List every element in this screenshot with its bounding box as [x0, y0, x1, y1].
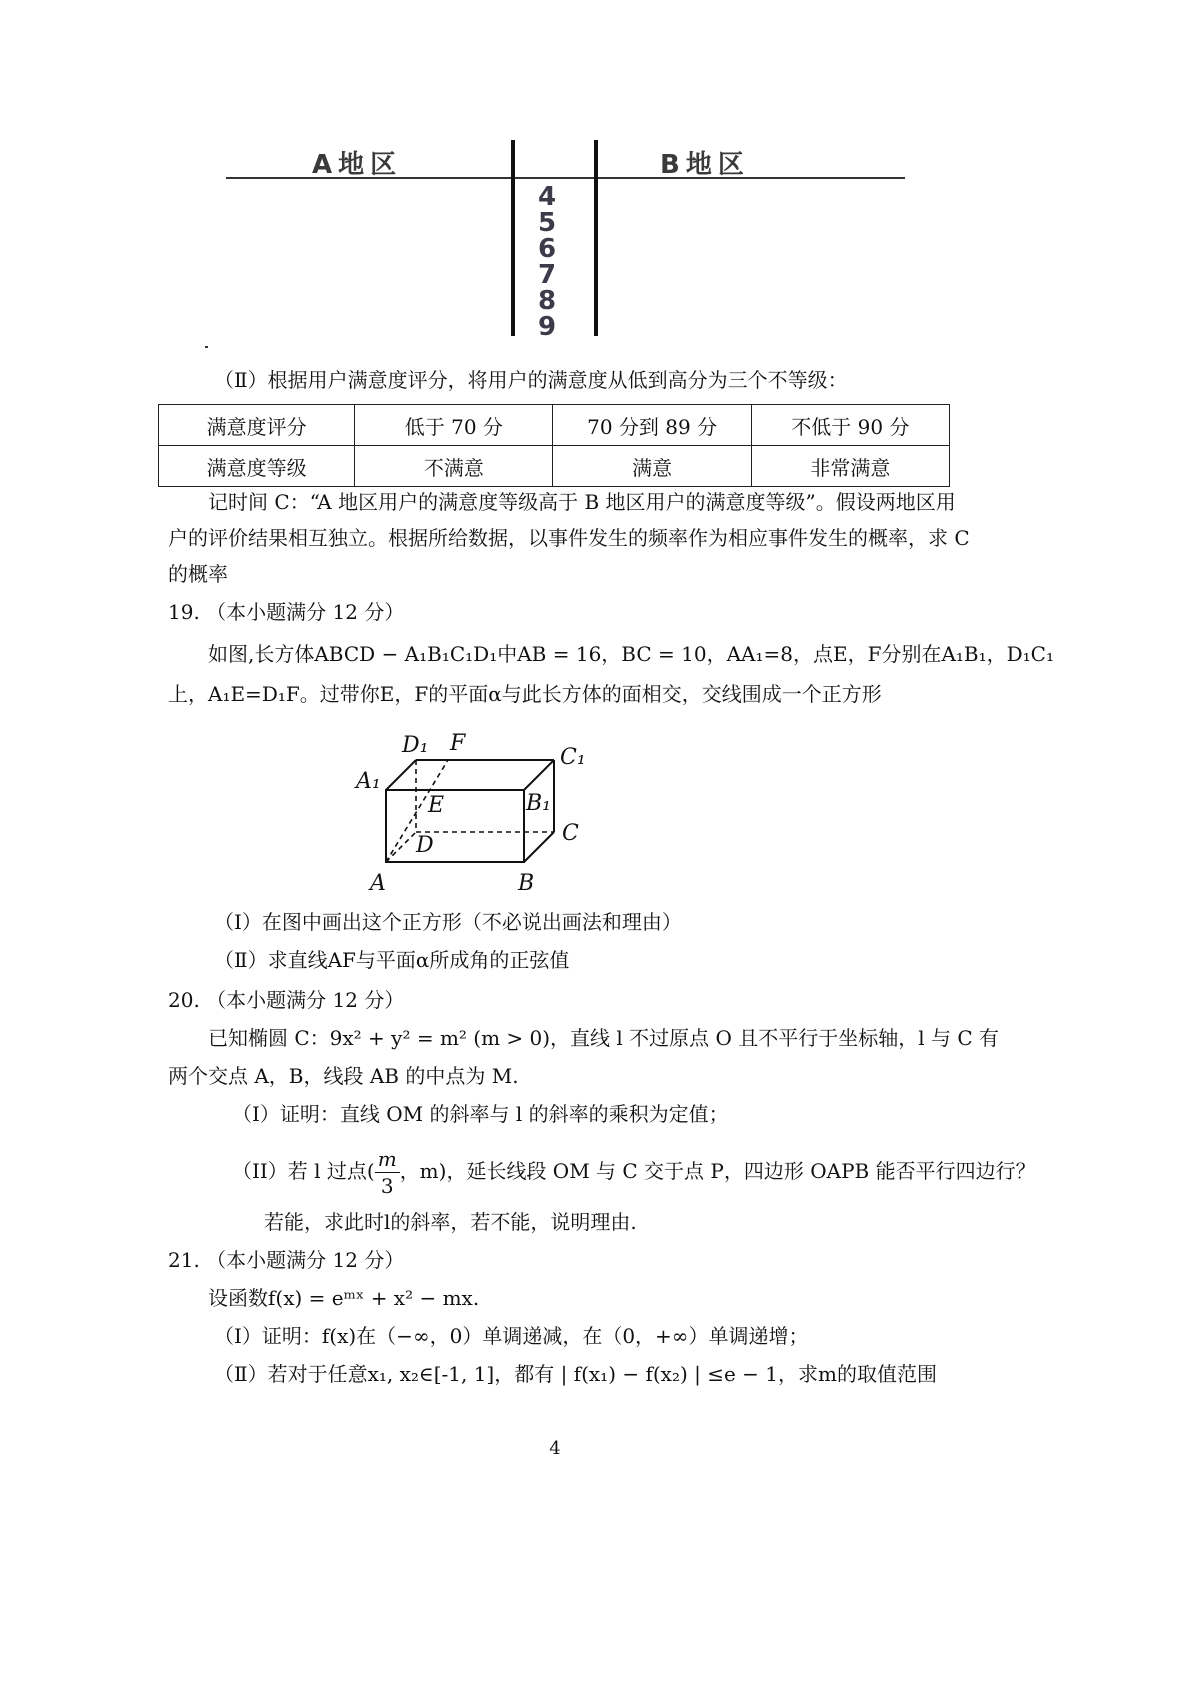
q18-event-line2: 户的评价结果相互独立。根据所给数据，以事件发生的频率作为相应事件发生的概率，求 C: [168, 526, 970, 550]
page-number: 4: [549, 1438, 561, 1459]
q20-part2-pre: （II）若 l 过点(: [232, 1159, 375, 1183]
table-cell: 满意: [553, 446, 751, 487]
label-d: D: [416, 833, 434, 858]
q21-header: 21. （本小题满分 12 分）: [168, 1248, 405, 1272]
q20-line2: 两个交点 A，B，线段 AB 的中点为 M.: [168, 1064, 519, 1088]
q21-line1: 设函数f(x) = eᵐˣ + x² − mx.: [208, 1286, 480, 1310]
q20-header: 20. （本小题满分 12 分）: [168, 988, 405, 1012]
fraction-denominator: 3: [380, 1174, 394, 1198]
label-c1: C₁: [560, 745, 586, 770]
stem-digit: 9: [538, 312, 557, 342]
table-cell: 70 分到 89 分: [553, 405, 751, 446]
label-b: B: [518, 871, 535, 896]
q19-header: 19. （本小题满分 12 分）: [168, 600, 405, 624]
fraction-numerator: m: [375, 1146, 400, 1173]
q21-part2: （Ⅱ）若对于任意x₁, x₂∈[-1, 1]，都有 | f(x₁) − f(x₂) | ≤e − 1，求m的取值范围: [214, 1362, 937, 1386]
q19-line2: 上，A₁E=D₁F。过带你E，F的平面α与此长方体的面相交，交线围成一个正方形: [168, 682, 882, 706]
q19-line1: 如图,长方体ABCD − A₁B₁C₁D₁中AB = 16，BC = 10，AA₁=8，点E，F分别在A₁B₁，D₁C₁: [208, 642, 1054, 666]
label-a1: A₁: [356, 769, 381, 794]
q21-part1: （Ⅰ）证明：f(x)在（−∞，0）单调递减，在（0，+∞）单调递增；: [214, 1324, 809, 1348]
table-cell: 不低于 90 分: [751, 405, 949, 446]
q20-part1: （I）证明：直线 OM 的斜率与 l 的斜率的乘积为定值；: [232, 1102, 729, 1126]
label-a: A: [370, 871, 386, 896]
label-f: F: [450, 731, 466, 756]
table-cell: 不满意: [355, 446, 553, 487]
front-face: [386, 790, 524, 862]
table-cell: 满意度等级: [159, 446, 355, 487]
q20-part2-line2: 若能，求此时l的斜率，若不能，说明理由.: [264, 1210, 637, 1234]
part2-intro: （Ⅱ）根据用户满意度评分，将用户的满意度从低到高分为三个不等级：: [214, 368, 848, 392]
stem-header-a: A地区: [312, 150, 403, 180]
stem-digit: 5: [538, 208, 557, 238]
label-b1: B₁: [526, 791, 551, 816]
q19-part1: （Ⅰ）在图中画出这个正方形（不必说出画法和理由）: [214, 910, 682, 934]
q18-event-line1: 记时间 C：“A 地区用户的满意度等级高于 B 地区用户的满意度等级”。假设两地区用: [208, 490, 956, 514]
q20-part2-post: ，m)，延长线段 OM 与 C 交于点 P，四边形 OAPB 能否平行四边行？: [399, 1159, 1036, 1183]
q19-part2: （Ⅱ）求直线AF与平面α所成角的正弦值: [214, 948, 570, 972]
stem-digit: 8: [538, 286, 557, 316]
stem-digit: 7: [538, 260, 557, 290]
stem-header-b: B地区: [660, 150, 750, 180]
q20-part2: [232, 1142, 1036, 1200]
label-e: E: [428, 793, 445, 818]
table-cell: 满意度评分: [159, 405, 355, 446]
stem-digit: 4: [538, 182, 557, 212]
table-cell: 低于 70 分: [355, 405, 553, 446]
fraction-m-over-3: [375, 1146, 400, 1199]
q20-line1: 已知椭圆 C：9x² + y² = m² (m > 0)，直线 l 不过原点 O 且不平行于坐标轴，l 与 C 有: [208, 1026, 1000, 1050]
label-c: C: [562, 821, 579, 846]
label-d1: D₁: [402, 733, 429, 758]
table-cell: 非常满意: [751, 446, 949, 487]
q18-event-line3: 的概率: [168, 562, 228, 586]
stem-digit: 6: [538, 234, 557, 264]
